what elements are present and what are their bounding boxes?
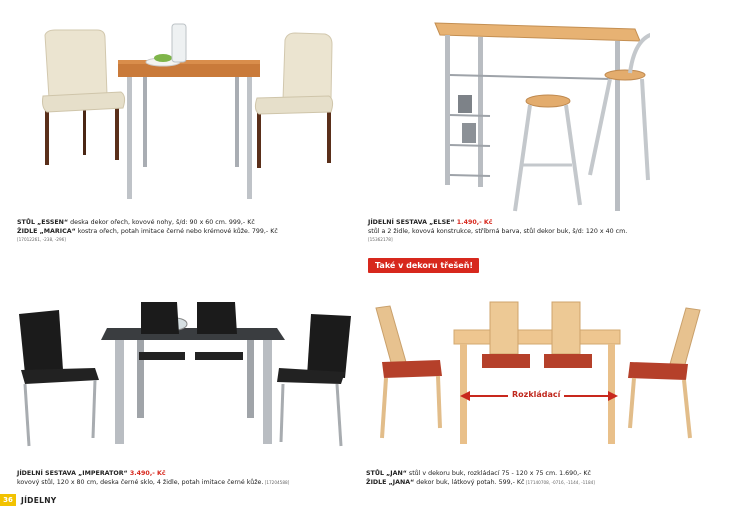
jana-text: dekor buk, látkový potah. 599,- Kč	[414, 479, 525, 486]
else-table	[435, 23, 640, 211]
jana-chair-left	[376, 306, 442, 438]
jan-text: stůl v dekoru buk, rozkládací 75 - 120 x 75 cm. 1.690,- Kč	[406, 470, 591, 477]
essen-table	[118, 24, 260, 199]
imperator-title: JÍDELNÍ SESTAVA „IMPERATOR“	[17, 470, 128, 477]
else-price: 1.490,- Kč	[454, 219, 493, 226]
essen-title: STŮL „ESSEN“	[17, 219, 69, 226]
else-photo	[430, 15, 650, 215]
else-stool-front	[515, 95, 580, 211]
essen-marica-photo	[35, 20, 335, 205]
jan-table	[454, 330, 620, 444]
else-title: JÍDELNÍ SESTAVA „ELSE“	[368, 219, 455, 226]
else-color-badge: Také v dekoru třešeň!	[368, 258, 479, 273]
imperator-code: [17204588]	[263, 480, 290, 485]
jana-chair-right	[628, 308, 700, 438]
imperator-chair-right	[277, 314, 351, 446]
else-caption	[368, 218, 627, 243]
page-number: 36	[0, 494, 16, 506]
essen-code: [17012261, -238, -296]	[17, 237, 66, 242]
jan-code: [17140708, -0716, -1144, -1184]	[524, 480, 595, 485]
jana-title: ŽIDLE „JANA“	[366, 479, 415, 486]
else-text: stůl a 2 židle, kovová konstrukce, stříbrná barva, stůl dekor buk, š/d: 120 x 40 cm.	[368, 228, 628, 235]
jan-title: STŮL „JAN“	[366, 470, 407, 477]
imperator-text: kovový stůl, 120 x 80 cm, deska černé sklo, 4 židle, potah imitace černé kůže.	[17, 479, 264, 486]
imperator-photo	[15, 298, 355, 448]
marica-text: kostra ořech, potah imitace černé nebo krémové kůže. 799,- Kč	[75, 228, 278, 235]
marica-chair-right	[255, 33, 332, 168]
imperator-table	[101, 314, 285, 444]
marica-title: ŽIDLE „MARICA“	[17, 228, 76, 235]
jan-caption	[366, 469, 595, 487]
imperator-chair-left	[19, 310, 99, 446]
essen-caption	[17, 218, 278, 243]
section-title: JÍDELNY	[21, 496, 57, 505]
jan-jana-photo	[368, 298, 708, 448]
else-code: [15362178]	[368, 237, 393, 242]
marica-chair-left	[43, 30, 125, 165]
imperator-price: 3.490,- Kč	[127, 470, 166, 477]
imperator-caption	[17, 469, 289, 487]
essen-text: deska dekor ořech, kovové nohy, š/d: 90 x 60 cm. 999,- Kč	[68, 219, 255, 226]
jan-extend-label: Rozkládací	[508, 389, 564, 400]
